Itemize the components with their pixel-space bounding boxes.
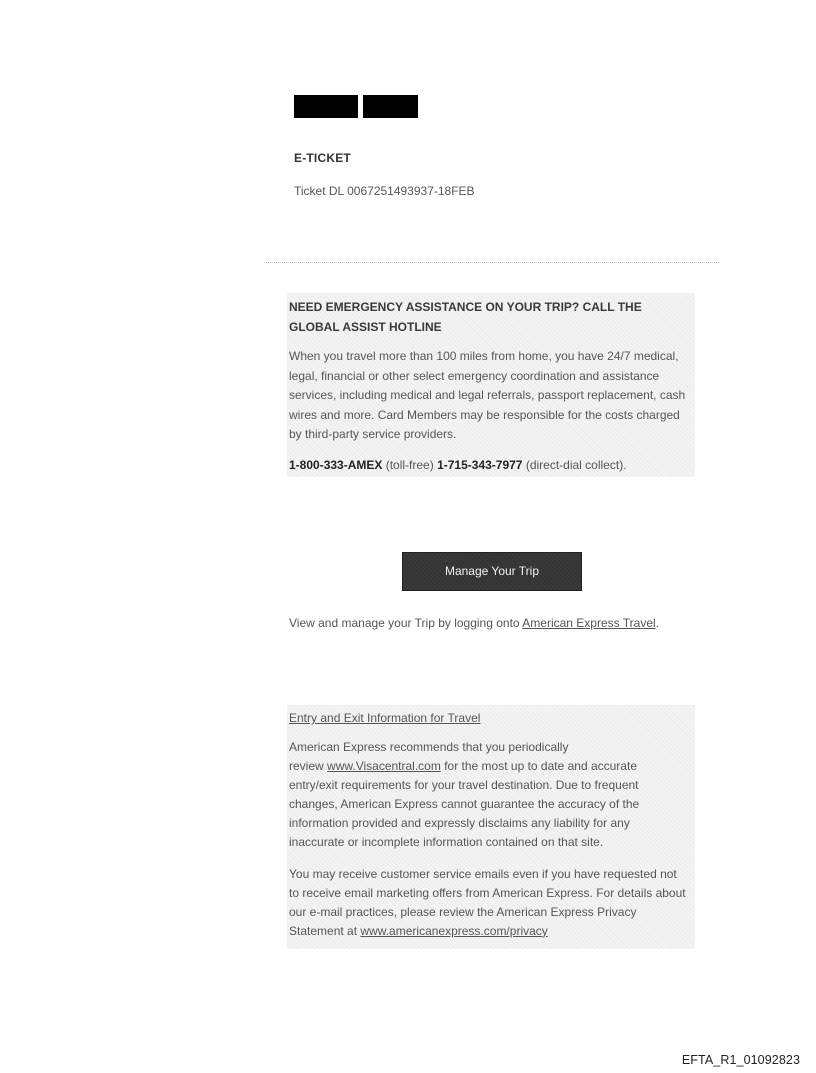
privacy-paragraph — [289, 865, 693, 941]
assist-title-line: GLOBAL ASSIST HOTLINE — [289, 320, 442, 334]
eticket-heading: E-TICKET — [294, 151, 351, 165]
manage-trip-text — [289, 616, 659, 630]
manage-text-prefix: View and manage your Trip by logging onto — [289, 616, 520, 630]
assist-phone-numbers — [289, 456, 693, 474]
assist-body-line: legal, financial or other select emergency coordination and assistance — [289, 368, 660, 383]
assist-body-line: When you travel more than 100 miles from home, you have 24/7 medical, — [289, 349, 679, 363]
global-assist-title — [289, 297, 693, 337]
manage-your-trip-button[interactable]: Manage Your Trip — [402, 552, 582, 591]
tollfree-label: (toll-free) — [385, 457, 434, 472]
global-assist-box — [287, 293, 695, 477]
manage-text-suffix: . — [655, 616, 660, 630]
redaction-block — [294, 95, 358, 118]
phone-tollfree: 1-800-333-AMEX — [289, 457, 383, 472]
entry-line: entry/exit requirements for your travel destination. Due to frequent — [289, 778, 639, 793]
entry-line: American Express recommends that you periodically — [289, 740, 569, 754]
section-divider — [264, 262, 719, 263]
entry-exit-info-link[interactable]: Entry and Exit Information for Travel — [289, 711, 481, 725]
visacentral-link[interactable]: www.Visacentral.com — [327, 759, 441, 774]
privacy-policy-link[interactable]: www.americanexpress.com/privacy — [360, 923, 548, 938]
assist-body-line: wires and more. Card Members may be responsible for the costs charged — [289, 407, 680, 422]
entry-line: for the most up to date and accurate — [444, 759, 637, 774]
entry-line: information provided and expressly disclaims any liability for any — [289, 816, 630, 831]
assist-title-line: NEED EMERGENCY ASSISTANCE ON YOUR TRIP? CALL THE — [289, 300, 642, 314]
privacy-line-prefix: Statement at — [289, 923, 358, 938]
entry-exit-paragraph — [289, 738, 693, 853]
document-id: EFTA_R1_01092823 — [681, 1053, 800, 1067]
phone-direct-dial: 1-715-343-7977 — [437, 457, 523, 472]
entry-review-word: review — [289, 759, 324, 774]
privacy-line: our e-mail practices, please review the American Express Privacy — [289, 904, 637, 919]
privacy-line: to receive email marketing offers from American Express. For details about — [289, 885, 686, 900]
entry-line: changes, American Express cannot guarantee the accuracy of the — [289, 797, 640, 812]
privacy-line: You may receive customer service emails even if you have requested not — [289, 866, 677, 881]
global-assist-body — [289, 347, 693, 445]
redaction-block — [363, 95, 418, 118]
american-express-travel-link[interactable]: American Express Travel — [522, 616, 656, 630]
assist-body-line: services, including medical and legal referrals, passport replacement, cash — [289, 388, 686, 403]
ticket-number: Ticket DL 0067251493937-18FEB — [294, 184, 475, 198]
direct-dial-label: (direct-dial collect). — [525, 457, 627, 472]
entry-exit-info-box — [287, 705, 695, 949]
assist-body-line: by third-party service providers. — [289, 427, 457, 442]
entry-line: inaccurate or incomplete information contained on that site. — [289, 835, 604, 850]
